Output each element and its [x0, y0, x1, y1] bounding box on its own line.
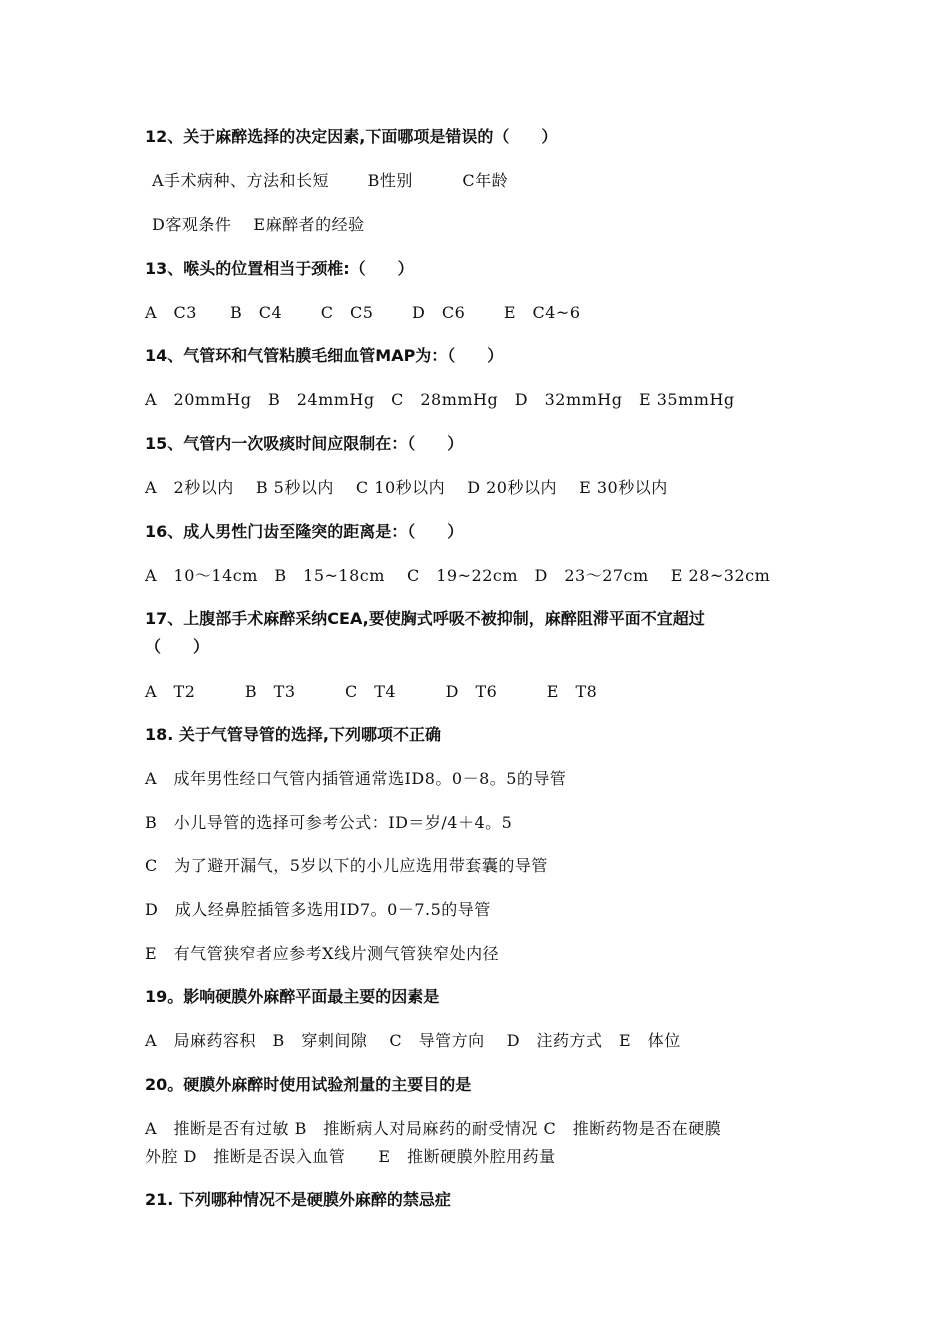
question-21-stem: 21. 下列哪种情况不是硬膜外麻醉的禁忌症 [145, 1190, 451, 1209]
question-20-stem: 20。硬膜外麻醉时使用试验剂量的主要目的是 [145, 1075, 472, 1094]
question-18-option-d: D 成人经鼻腔插管多选用ID7。0－7.5的导管 [145, 900, 491, 919]
question-15-options: A 2秒以内 B 5秒以内 C 10秒以内 D 20秒以内 E 30秒以内 [145, 478, 668, 497]
question-18-stem: 18. 关于气管导管的选择,下列哪项不正确 [145, 725, 441, 744]
question-18-option-e: E 有气管狭窄者应参考X线片测气管狭窄处内径 [145, 944, 500, 963]
question-12-options-line-2: D客观条件 E麻醉者的经验 [152, 215, 365, 234]
question-20-options-line-1: A 推断是否有过敏 B 推断病人对局麻药的耐受情况 C 推断药物是否在硬膜 [145, 1119, 722, 1138]
question-18-option-c: C 为了避开漏气，5岁以下的小儿应选用带套囊的导管 [145, 856, 548, 875]
question-19-options: A 局麻药容积 B 穿刺间隙 C 导管方向 D 注药方式 E 体位 [145, 1031, 681, 1050]
question-17-options: A T2 B T3 C T4 D T6 E T8 [145, 682, 598, 701]
question-19-stem: 19。影响硬膜外麻醉平面最主要的因素是 [145, 987, 440, 1006]
question-16-options: A 10～14cm B 15~18cm C 19~22cm D 23～27cm E 28~32cm [145, 566, 771, 585]
question-20-options-line-2: 外腔 D 推断是否误入血管 E 推断硬膜外腔用药量 [145, 1147, 556, 1166]
question-13-stem: 13、喉头的位置相当于颈椎:（ ） [145, 259, 414, 278]
question-12-stem: 12、关于麻醉选择的决定因素,下面哪项是错误的（ ） [145, 127, 558, 146]
question-14-stem: 14、气管环和气管粘膜毛细血管MAP为：（ ） [145, 346, 504, 365]
question-17-stem: 17、上腹部手术麻醉采纳CEA,要使胸式呼吸不被抑制，麻醉阻滞平面不宜超过 [145, 609, 705, 628]
question-16-stem: 16、成人男性门齿至隆突的距离是：（ ） [145, 522, 464, 541]
question-14-options: A 20mmHg B 24mmHg C 28mmHg D 32mmHg E 35mmHg [145, 390, 735, 409]
question-13-options: A C3 B C4 C C5 D C6 E C4~6 [145, 303, 581, 322]
question-18-option-b: B 小儿导管的选择可参考公式：ID＝岁/4＋4。5 [145, 813, 513, 832]
question-15-stem: 15、气管内一次吸痰时间应限制在：（ ） [145, 434, 464, 453]
question-12-options-line-1: A手术病种、方法和长短 B性别 C年龄 [152, 171, 509, 190]
question-18-option-a: A 成年男性经口气管内插管通常选ID8。0－8。5的导管 [145, 769, 567, 788]
question-17-stem-continued: （ ） [145, 637, 210, 656]
